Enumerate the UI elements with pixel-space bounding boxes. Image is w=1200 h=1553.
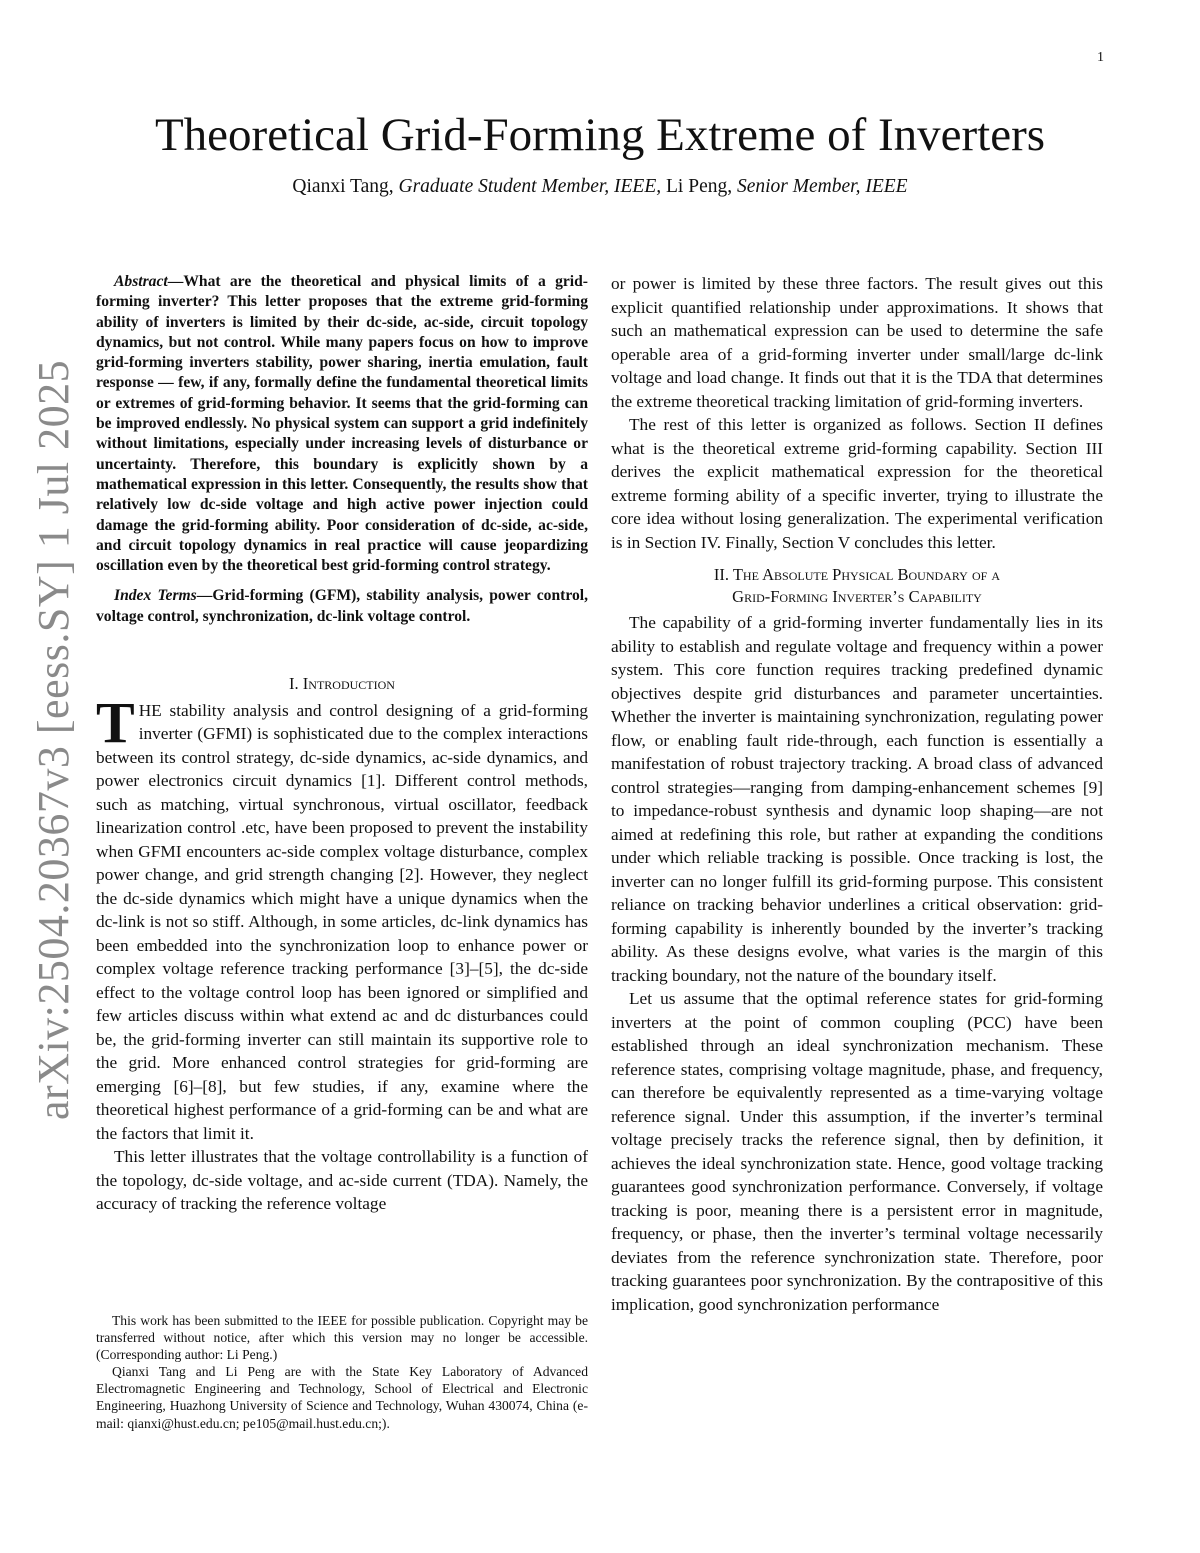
index-terms	[96, 586, 588, 627]
left-column	[96, 272, 588, 1216]
section-heading-ii: II. The Absolute Physical Boundary of a Grid-Forming Inverter’s Capability	[713, 565, 1001, 606]
author-affiliation: Graduate Student Member, IEEE,	[398, 176, 662, 197]
arxiv-identifier: arXiv:2504.20367v3 [eess.SY] 1 Jul 2025	[29, 359, 78, 1120]
footnotes	[96, 1312, 588, 1432]
author-affiliation: Senior Member, IEEE	[736, 176, 908, 197]
footnote-submission: This work has been submitted to the IEEE for possible publication. Copyright may be transferred without notice, after which this version may no longer be accessible. (Corresponding author: Li Peng.)	[96, 1313, 588, 1363]
body-paragraph: The capability of a grid-forming inverter fundamentally lies in its ability to establish and regulate voltage and frequency within a power system. This core function requires tracking predefined dynamic objectives despite grid disturbances and parameter uncertainties. Whether the inverter is maintaining synchronization, regulating power flow, or enabling fault ride-through, each function is essentially a manifestation of robust trajectory tracking. A broad class of advanced control strategies—ranging from damping-enhancement schemes [9] to impedance-robust synthesis and dynamic loop shaping—are not aimed at redefining this role, but rather at expanding the conditions under which reliable tracking is possible. Once tracking is lost, the inverter can no longer fulfill its grid-forming purpose. This consistent reliance on tracking behavior underlines a critical observation: grid-forming capability is inherently bounded by the inverter’s tracking ability. As these designs evolve, what varies is the margin of this tracking boundary, not the nature of the boundary itself.	[611, 613, 1103, 985]
body-paragraph: Let us assume that the optimal reference states for grid-forming inverters at the point of common coupling (PCC) have been established through an ideal synchronization mechanism. These reference states, comprising voltage magnitude, phase, and frequency, can therefore be equivalently represented as a time-varying voltage reference signal. Under this assumption, if the inverter’s terminal voltage precisely tracks the reference signal, then by definition, it achieves the ideal synchronization state. Hence, good voltage tracking guarantees good synchronization performance. Conversely, if voltage tracking is poor, meaning there is a persistent error in magnitude, frequency, or phase, then the inverter’s terminal voltage necessarily deviates from the reference synchronization state. Therefore, poor tracking guarantees poor synchronization. By the contrapositive of this implication, good synchronization performance	[611, 989, 1103, 1314]
drop-cap: T	[96, 689, 135, 755]
abstract-text: —What are the theoretical and physical limits of a grid-forming inverter? This letter proposes that the extreme grid-forming ability of inverters is limited by their dc-side, ac-side, circuit topology dynamics, but not control. While many papers focus on how to improve grid-forming inverters stability, power sharing, inertia emulation, fault response — few, if any, formally define the fundamental theoretical limits or extremes of grid-forming behavior. It seems that the grid-forming can be improved endlessly. No physical system can support a grid indefinitely without limitations, especially under increasing levels of disturbance or uncertainty. Therefore, this boundary is explicitly shown by a mathematical expression in this letter. Consequently, the results show that relatively low dc-side voltage and high active power injection could damage the grid-forming ability. Poor consideration of dc-side, ac-side, and circuit topology dynamics in real practice will cause jeopardizing oscillation even by the theoretical best grid-forming control strategy.	[96, 273, 588, 575]
body-paragraph: The rest of this letter is organized as follows. Section II defines what is the theoretical extreme grid-forming capability. Section III derives the explicit mathematical expression for the theoretical extreme forming ability of a specific inverter, trying to illustrate the core idea without losing generalization. The experimental verification is in Section IV. Finally, Section V concludes this letter.	[611, 415, 1103, 552]
section-heading-introduction: I. Introduction	[289, 674, 395, 694]
body-paragraph: or power is limited by these three factors. The result gives out this explicit quantified relationship under approximations. It shows that such an mathematical expression can be used to determine the safe operable area of a grid-forming inverter under small/large dc-link voltage and load change. It finds out that it is the TDA that determines the extreme theoretical tracking limitation of grid-forming inverters.	[611, 274, 1103, 411]
footnote-affiliation: Qianxi Tang and Li Peng are with the State Key Laboratory of Advanced Electromagnetic Engineering and Technology, School of Electrical and Electronic Engineering, Huazhong University of Science and Technology, Wuhan 430074, China (e-mail: qianxi@hust.edu.cn; pe105@mail.hust.edu.cn;).	[96, 1364, 588, 1431]
paper-title: Theoretical Grid-Forming Extreme of Inverters	[154, 109, 1046, 161]
index-terms-text: —Grid-forming (GFM), stability analysis, power control, voltage control, synchronization, dc-link voltage control.	[96, 587, 589, 625]
author-name: Qianxi Tang,	[292, 176, 399, 197]
right-column	[611, 272, 1103, 1316]
intro-paragraph-2: This letter illustrates that the voltage controllability is a function of the topology, dc-side voltage, and ac-side current (TDA). Namely, the accuracy of tracking the reference voltage	[96, 1147, 588, 1214]
index-terms-label: Index Terms	[114, 587, 197, 605]
page-number: 1	[1097, 50, 1104, 65]
abstract-label: Abstract	[114, 273, 168, 290]
intro-paragraph-1: THE stability analysis and control designing of a grid-forming inverter (GFMI) is sophisticated due to the complex interactions between its control strategy, dc-side dynamics, ac-side dynamics, and power electronics circuit dynamics [1]. Different control methods, such as matching, virtual synchronous, virtual oscillator, feedback linearization control .etc, have been proposed to prevent the instability when GFMI encounters ac-side complex voltage disturbance, complex power change, and grid strength changing [2]. However, they neglect the dc-side dynamics which might have a unique dynamics when the dc-link is not so stiff. Although, in some articles, dc-link dynamics has been embedded into the synchronization loop to enhance power or complex voltage reference tracking performance [3]–[5], the dc-side effect to the voltage control loop has been ignored or simplified and few articles discuss within what extend ac and dc disturbances could be, the grid-forming inverter can still maintain its supportive role to the grid. More enhanced control strategies for grid-forming are emerging [6]–[8], but few studies, if any, examine where the theoretical highest performance of a grid-forming can be and what are the factors that limit it.	[96, 689, 588, 1143]
abstract	[96, 272, 588, 576]
author-line	[0, 176, 1200, 198]
author-name: Li Peng,	[661, 176, 737, 197]
